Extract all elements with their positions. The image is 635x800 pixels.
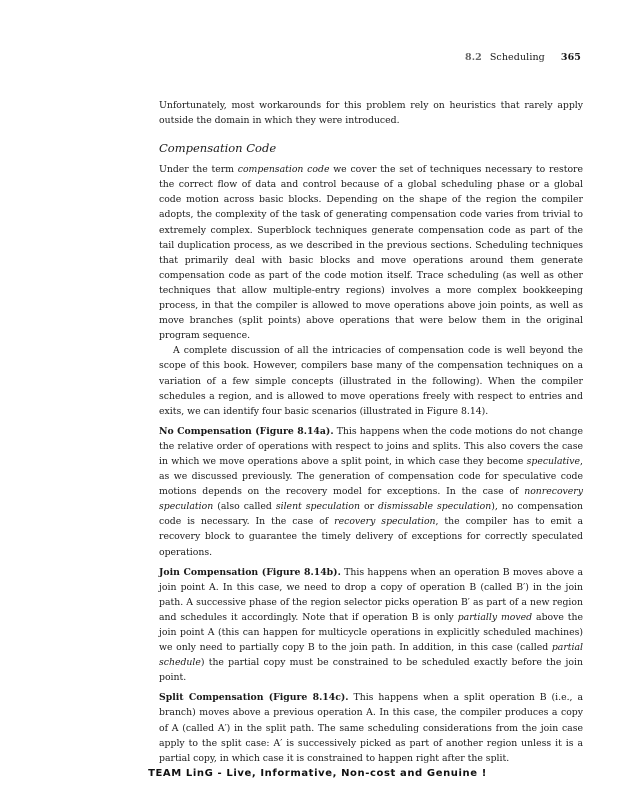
footer-banner: TEAM LinG - Live, Informative, Non-cost and Genuine ! (148, 768, 487, 779)
text-run: This happens when the code motions do not change the relative order of operations with respect to joins and splits. This also covers the case in which we move operations above a split point, in which case they become (159, 425, 583, 467)
text-run: , as we discussed previously. The generation of compensation code for speculative code motions depends on the recovery model for exceptions. In the case of (159, 455, 583, 498)
paragraph-split-compensation (159, 690, 583, 765)
paragraph-join-compensation (159, 565, 583, 686)
emphasis: silent speculation (275, 501, 360, 513)
lead-join-compensation: Join Compensation (Figure 8.14b). (159, 566, 341, 578)
text-run: or (360, 501, 378, 513)
section-number: 8.2 (464, 52, 482, 63)
text-run: This happens when a split operation B (i.e., a branch) moves above a previous operation A. In this case, the compiler produces a copy of A (called A′) in the split path. The same scheduling considerations from the join case apply to the split case: A′ is successively picked as part of another region unless it is a partial copy, in which case it is constrained to happen right after the split. (159, 692, 584, 764)
paragraph-scenarios: A complete discussion of all the intricacies of compensation code is well beyond the scope of this book. However, compilers base many of the compensation techniques on a variation of a few simple concepts (illustrated in the following). When the compiler schedules a region, and is allowed to move operations freely with respect to entries and exits, we can identify four basic scenarios (illustrated in Figure 8.14). (159, 345, 583, 417)
text-run: ) the partial copy must be constrained to be scheduled exactly before the join point. (159, 657, 583, 684)
text-run: (also called (213, 501, 276, 513)
emphasis: nonrecovery speculation (159, 486, 583, 513)
section-title: Scheduling (489, 52, 545, 63)
text-run: ), no compensation code is necessary. In the case of (159, 501, 583, 528)
lead-no-compensation: No Compensation (Figure 8.14a). (159, 425, 334, 437)
page-number: 365 (560, 52, 581, 63)
text-run: we cover the set of techniques necessary to restore the correct flow of data and control because of a global scheduling phase or a global code motion across basic blocks. Depending on the shape of the region the compiler adopts, the complexity of the task of generating compensation code varies from trivial to extremely complex. Superblock techniques generate compensation code as part of the tail duplication process, as we described in the previous sections. Scheduling techniques that primarily deal with basic blocks and move operations around them generate compensation code as part of the code motion itself. Trace scheduling (as well as other techniques that allow multiple-entry regions) involves a more complex bookkeeping process, in that the compiler is allowed to move operations above join points, as well as move branches (split points) above operations that were below them in the original program sequence. (159, 164, 583, 342)
paragraph-no-compensation (159, 424, 583, 560)
emphasis: dismissable speculation (378, 501, 492, 513)
text-run: Under the term (159, 164, 238, 176)
running-header (465, 52, 581, 63)
emphasis: compensation code (237, 164, 330, 176)
body-text (159, 98, 583, 766)
lead-split-compensation: Split Compensation (Figure 8.14c). (159, 692, 349, 704)
text-run: , the compiler has to emit a recovery block to guarantee the timely delivery of exceptions for correctly speculated operations. (159, 516, 583, 558)
section-heading: Compensation Code (159, 141, 277, 156)
paragraph-compensation-definition (159, 162, 583, 343)
emphasis: partially moved (457, 611, 533, 623)
text-run: This happens when an operation B moves above a join point A. In this case, we need to drop a copy of operation B (called B′) in the join path. A successive phase of the region selector picks operation B′ as part of a new region and schedules it accordingly. Note that if operation B is only (159, 566, 583, 623)
text-run: above the join point A (this can happen for multicycle operations in explicitly scheduled machines) we only need to partially copy B to the join path. In addition, in this case (called (159, 611, 584, 654)
intro-paragraph: Unfortunately, most workarounds for this problem rely on heuristics that rarely apply outside the domain in which they were introduced. (159, 100, 583, 127)
emphasis: partial schedule (159, 642, 583, 669)
emphasis: recovery speculation (334, 516, 436, 528)
emphasis: speculative (526, 455, 581, 467)
